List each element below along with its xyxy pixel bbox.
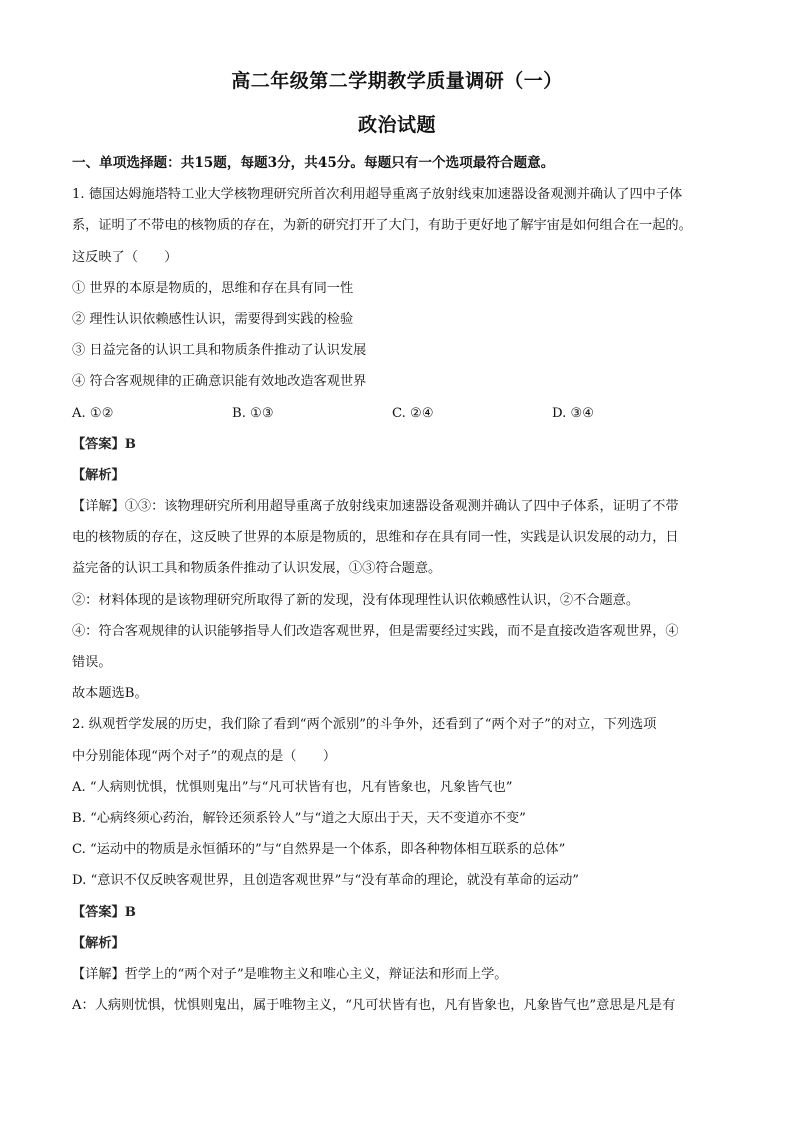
detail-line: 错误。 xyxy=(72,655,112,670)
document-subtitle: 政治试题 xyxy=(357,114,436,136)
option-b: B. ①③ xyxy=(232,405,274,421)
document-body xyxy=(72,148,732,1021)
detail-line: ④：符合客观规律的认识能够指导人们改造客观世界，但是需要经过实践，而不是直接改造客观世界，④ xyxy=(72,623,679,639)
option-a: A. “人病则忧惧，忧惧则鬼出”与“凡可状皆有也，凡有皆象也，凡象皆气也” xyxy=(72,779,513,795)
question-stem-line: 中分别能体现“两个对子”的观点的是（ ） xyxy=(72,748,337,764)
question-1 xyxy=(72,179,732,709)
analysis-label: 【解析】 xyxy=(72,467,125,483)
detail-line: 【详解】①③：该物理研究所利用超导重离子放射线束加速器设备观测并确认了四中子体系，证明了不带 xyxy=(72,499,679,515)
answer-options xyxy=(72,398,732,429)
question-stem-line: 系，证明了不带电的核物质的存在，为新的研究打开了大门，有助于更好地了解宇宙是如何组合在一起的。 xyxy=(72,218,692,234)
option-b: B. “心病终须心药治，解铃还须系铃人”与“道之大原出于天，天不变道亦不变” xyxy=(72,810,526,826)
document-title: 高二年级第二学期教学质量调研（一） xyxy=(231,70,563,92)
question-stem-line: 这反映了（ ） xyxy=(72,249,178,265)
question-stem-line: 1. 德国达姆施塔特工业大学核物理研究所首次利用超导重离子放射线束加速器设备观测并确认了四中子体 xyxy=(72,187,683,203)
detail-line: A：人病则忧惧，忧惧则鬼出，属于唯物主义，“凡可状皆有也，凡有皆象也，凡象皆气也”意思是凡是有 xyxy=(72,998,676,1014)
statement-item: ④ 符合客观规律的正确意识能有效地改造客观世界 xyxy=(72,374,367,390)
option-a: A. ①② xyxy=(72,405,114,421)
detail-line: ②：材料体现的是该物理研究所取得了新的发现，没有体现理性认识依赖感性认识，②不合题意。 xyxy=(72,592,640,608)
detail-line: 电的核物质的存在，这反映了世界的本原是物质的，思维和存在具有同一性，实践是认识发展的动力，日 xyxy=(72,530,679,546)
detail-line: 【详解】哲学上的“两个对子”是唯物主义和唯心主义，辩证法和形而上学。 xyxy=(72,966,508,982)
option-d: D. “意识不仅反映客观世界，且创造客观世界”与“没有革命的理论，就没有革命的运动” xyxy=(72,873,580,889)
question-2 xyxy=(72,709,732,1021)
section-heading: 一、单项选择题：共15题，每题3分，共45分。每题只有一个选项最符合题意。 xyxy=(72,155,555,171)
option-c: C. ②④ xyxy=(392,405,434,421)
answer-label: 【答案】B xyxy=(72,904,136,920)
detail-line: 故本题选B。 xyxy=(72,686,148,702)
statement-item: ③ 日益完备的认识工具和物质条件推动了认识发展 xyxy=(72,343,367,359)
option-d: D. ③④ xyxy=(552,405,595,421)
detail-line: 益完备的认识工具和物质条件推动了认识发展，①③符合题意。 xyxy=(72,561,442,577)
question-stem-line: 2. 纵观哲学发展的历史，我们除了看到“两个派别”的斗争外，还看到了“两个对子”的对立，下列选项 xyxy=(72,717,657,733)
analysis-label: 【解析】 xyxy=(72,935,125,951)
statement-item: ② 理性认识依赖感性认识，需要得到实践的检验 xyxy=(72,311,354,327)
option-c: C. “运动中的物质是永恒循环的”与“自然界是一个体系，即各种物体相互联系的总体” xyxy=(72,842,566,858)
answer-label: 【答案】B xyxy=(72,436,136,452)
statement-item: ① 世界的本原是物质的，思维和存在具有同一性 xyxy=(72,280,354,296)
